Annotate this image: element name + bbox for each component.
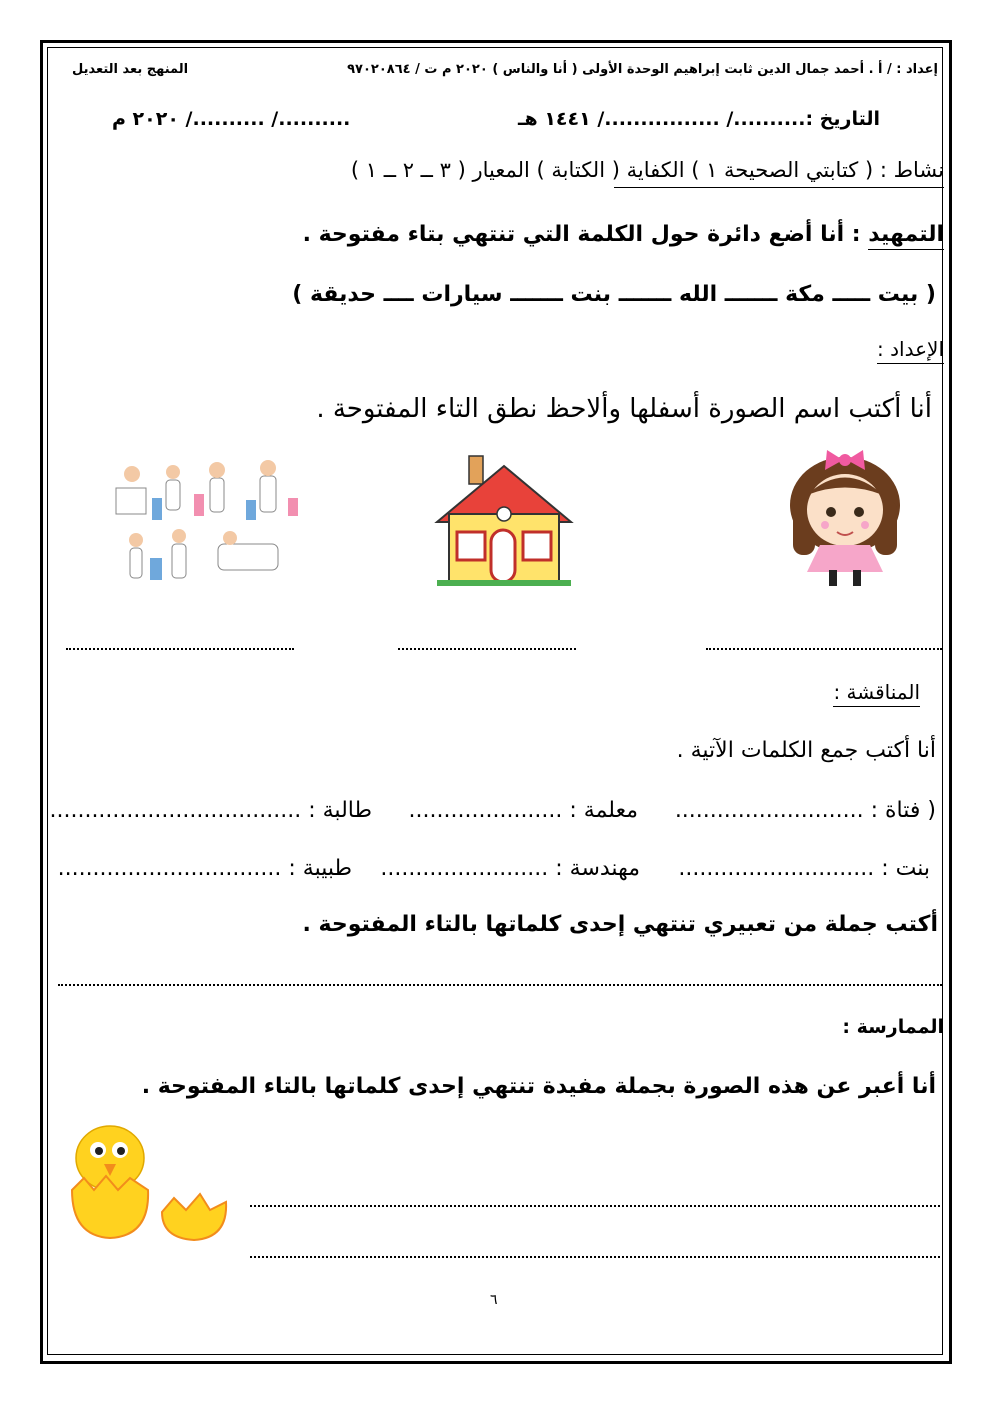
preparation-instruction: أنا أكتب اسم الصورة أسفلها وألاحظ نطق التاء المفتوحة . [316, 394, 932, 424]
intro-row [303, 222, 944, 247]
practice-label: الممارسة : [842, 1016, 944, 1038]
house-image [433, 452, 575, 588]
discussion-label-wrap [833, 680, 920, 704]
practice-instruction: أنا أعبر عن هذه الصورة بجملة مفيدة تنتهي إحدى كلماتها بالتاء المفتوحة . [141, 1074, 936, 1099]
activity-underline [614, 187, 944, 188]
header-prep: إعداد : / أ . أحمد جمال الدين ثابت إبراهيم الوحدة الأولى ( أنا والناس ) ٢٠٢٠ م ت / ٩٧٠٢٠٨٦٤ [347, 62, 938, 77]
plural-muallima: معلمة : ...................... [408, 798, 638, 823]
preparation-label-wrap [877, 337, 944, 361]
house-answer-line[interactable] [398, 648, 576, 650]
doctors-image [110, 458, 306, 590]
doctors-answer-line[interactable] [66, 648, 294, 650]
intro-label: التمهيد [868, 222, 944, 250]
sentence-answer-line[interactable] [58, 984, 942, 986]
chick-image [68, 1120, 232, 1248]
date-hijri: التاريخ :........../ ................/ ١٤٤١ هـ [518, 108, 880, 130]
girl-image [765, 450, 925, 590]
plural-muhandisa: مهندسة : ........................ [380, 856, 640, 881]
practice-answer-line-1[interactable] [250, 1205, 940, 1207]
header-curriculum: المنهج بعد التعديل [72, 62, 189, 77]
preparation-label: الإعداد : [877, 337, 944, 364]
discussion-instruction: أنا أكتب جمع الكلمات الآتية . [676, 738, 936, 763]
plural-bint: بنت : ............................ [678, 856, 930, 881]
plural-tabiba: طبيبة : ................................ [57, 856, 352, 881]
intro-words: ( بيت ـــــ مكة ـــــــ الله ـــــــ بنت ـــــــ سيارات ــــ حديقة ) [292, 282, 936, 307]
page-number: ٦ [490, 1292, 498, 1308]
practice-answer-line-2[interactable] [250, 1256, 940, 1258]
discussion-label: المناقشة : [833, 680, 920, 707]
intro-instruction: : أنا أضع دائرة حول الكلمة التي تنتهي بتاء مفتوحة . [302, 222, 869, 247]
activity-title: نشاط : ( كتابتي الصحيحة ١ ) الكفاية ( الكتابة ) المعيار ( ٣ ــ ٢ ــ ١ ) [350, 158, 944, 182]
plural-fatah: ( فتاة : ........................... [674, 798, 936, 823]
write-sentence-instruction: أكتب جملة من تعبيري تنتهي إحدى كلماتها بالتاء المفتوحة . [302, 912, 938, 937]
date-gregorian: ........../ ........../ ٢٠٢٠ م [112, 108, 351, 130]
plural-taliba: طالبة : .................................... [49, 798, 372, 823]
girl-answer-line[interactable] [706, 648, 942, 650]
